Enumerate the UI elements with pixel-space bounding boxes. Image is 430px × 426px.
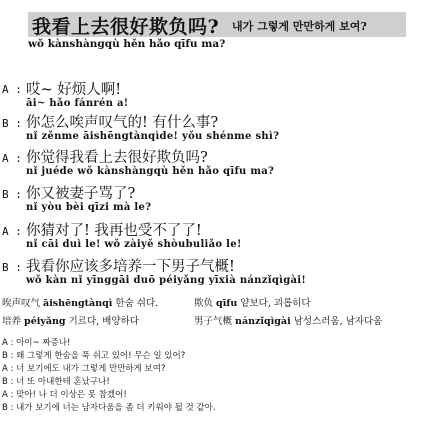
- vocab-item: [194, 313, 382, 327]
- dialogue-pinyin: nǐ juéde wǒ kànshàngqù hěn hǎo qīfu ma?: [26, 166, 275, 177]
- speaker-label: B :: [2, 117, 22, 130]
- dialogue-chinese: 你又被妻子骂了?: [26, 186, 136, 202]
- vocab-chinese: 欺负: [194, 298, 214, 309]
- vocab-item: [2, 295, 158, 309]
- vocab-korean: 기르다, 배양하다: [68, 316, 139, 327]
- vocab-pinyin: péiyǎng: [24, 316, 66, 327]
- translation-line: A : 아이~ 짜증나!: [2, 338, 71, 348]
- vocab-pinyin: āishēngtànqì: [43, 298, 113, 309]
- vocab-chinese: 男子气概: [194, 316, 233, 327]
- title-korean: 내가 그렇게 만만하게 보여?: [232, 20, 367, 33]
- vocab-korean: 한숨 쉬다.: [115, 298, 159, 309]
- vocab-chinese: 培养: [2, 316, 22, 327]
- vocab-korean: 얕보다, 괴롭히다: [240, 298, 311, 309]
- speaker-label: A :: [2, 83, 22, 96]
- dialogue-chinese: 你觉得我看上去很好欺负吗?: [26, 150, 208, 166]
- dialogue-pinyin: wǒ kàn nǐ yīnggāi duō péiyǎng yīxià nánzǐqìgài!: [26, 275, 307, 286]
- dialogue-chinese: 你猜对了! 我再也受不了了!: [26, 223, 202, 239]
- speaker-label: A :: [2, 152, 22, 165]
- dialogue-pinyin: nǐ yòu bèi qīzi mà le?: [26, 202, 152, 213]
- vocab-pinyin: nánzǐqìgài: [235, 316, 291, 327]
- dialogue-pinyin: āi~ hǎo fánrén a!: [26, 98, 129, 109]
- translation-line: B : 왜 그렇게 한숨을 푹 쉬고 있어! 무슨 일 있어?: [2, 351, 186, 361]
- translation-line: B : 너 또 아내한테 혼났구나!: [2, 377, 110, 387]
- speaker-label: B :: [2, 188, 22, 201]
- translation-line: A : 맞아! 나 더 이상은 못 참겠어!: [2, 390, 127, 400]
- vocab-item: [2, 313, 139, 327]
- title-pinyin: wǒ kànshàngqù hěn hǎo qīfu ma?: [28, 38, 226, 50]
- title-chinese: 我看上去很好欺负吗?: [32, 16, 220, 38]
- dialogue-pinyin: nǐ cāi duì le! wǒ zàiyě shòubuliǎo le!: [26, 239, 242, 250]
- vocab-korean: 남성스러움, 남자다움: [293, 316, 383, 327]
- translation-line: A : 너 보기에도 내가 그렇게 만만하게 보여?: [2, 364, 166, 374]
- translation-line: B : 내가 보기에 너는 남자다움을 좀 더 키워야 될 것 같아.: [2, 403, 216, 413]
- dialogue-chinese: 你怎么唉声叹气的! 有什么事?: [26, 115, 219, 131]
- speaker-label: A :: [2, 225, 22, 238]
- speaker-label: B :: [2, 261, 22, 274]
- vocab-chinese: 唉声叹气: [2, 298, 41, 309]
- dialogue-pinyin: nǐ zěnme āishēngtànqìde! yǒu shénme shì?: [26, 131, 280, 142]
- dialogue-chinese: 我看你应该多培养一下男子气概!: [26, 259, 235, 275]
- vocab-item: [194, 295, 311, 309]
- vocab-pinyin: qīfu: [216, 298, 238, 309]
- dialogue-chinese: 哎~ 好烦人啊!: [26, 82, 122, 98]
